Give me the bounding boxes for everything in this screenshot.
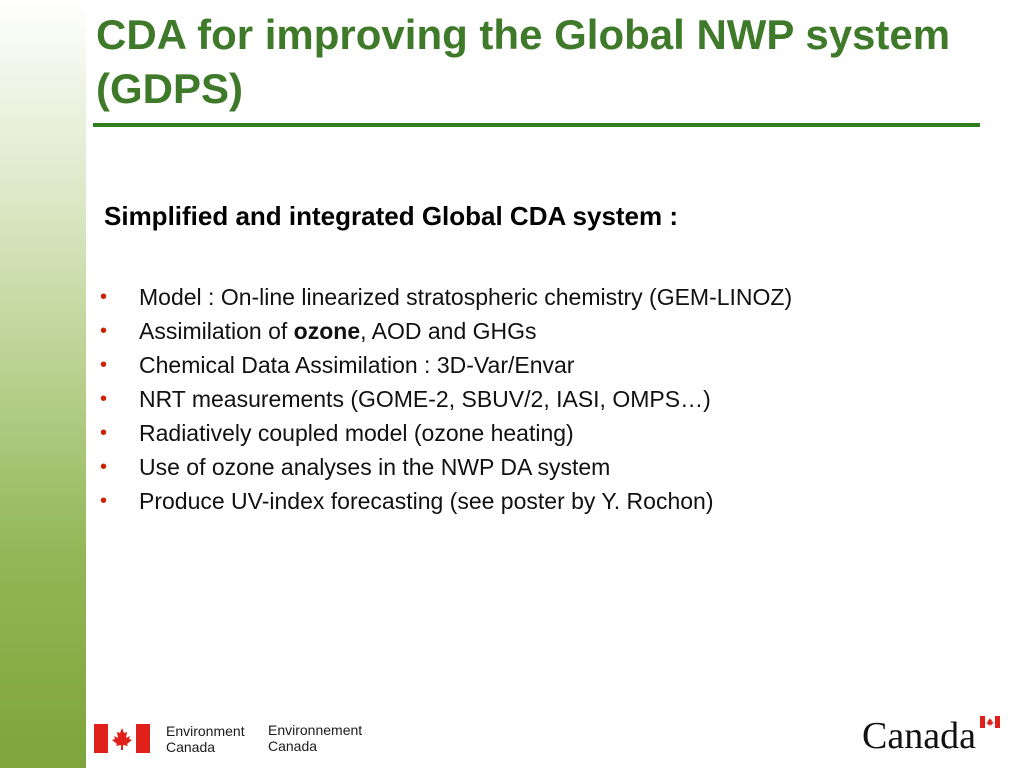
bullet-text-pre: Assimilation of bbox=[139, 318, 294, 344]
list-item bbox=[100, 450, 792, 484]
list-item bbox=[100, 280, 792, 314]
list-item bbox=[100, 416, 792, 450]
bullet-marker: • bbox=[100, 388, 108, 410]
bullet-text: Chemical Data Assimilation : 3D-Var/Envar bbox=[139, 352, 575, 378]
left-gradient-band bbox=[0, 0, 86, 768]
canada-wordmark-flag-icon bbox=[980, 716, 1000, 728]
list-item bbox=[100, 484, 792, 518]
canada-wordmark bbox=[862, 710, 1002, 756]
bullet-text: Radiatively coupled model (ozone heating) bbox=[139, 420, 574, 446]
bullet-text-post: , AOD and GHGs bbox=[360, 318, 537, 344]
bullet-text: NRT measurements (GOME-2, SBUV/2, IASI, OMPS…) bbox=[139, 386, 711, 412]
bullet-marker: • bbox=[100, 422, 108, 444]
canada-flag-icon bbox=[94, 724, 150, 753]
bullet-text: Use of ozone analyses in the NWP DA system bbox=[139, 454, 611, 480]
bullet-text: Produce UV-index forecasting (see poster by Y. Rochon) bbox=[139, 488, 714, 514]
slide-title: CDA for improving the Global NWP system (GDPS) bbox=[96, 11, 951, 112]
footer-org-english: Environment Canada bbox=[166, 723, 245, 755]
title-underline bbox=[93, 123, 980, 127]
bullet-marker: • bbox=[100, 354, 108, 376]
list-item bbox=[100, 314, 792, 348]
bullet-marker: • bbox=[100, 286, 108, 308]
footer-org-french: Environnement Canada bbox=[268, 722, 363, 754]
bullet-marker: • bbox=[100, 490, 108, 512]
wordmark-text: Canada bbox=[862, 715, 976, 757]
slide-subtitle: Simplified and integrated Global CDA system : bbox=[104, 201, 679, 231]
bullet-marker: • bbox=[100, 456, 108, 478]
bullet-list bbox=[100, 280, 792, 518]
list-item bbox=[100, 382, 792, 416]
bullet-text-bold: ozone bbox=[293, 318, 361, 344]
bullet-text: Model : On-line linearized stratospheric chemistry (GEM-LINOZ) bbox=[139, 284, 793, 310]
bullet-marker: • bbox=[100, 320, 108, 342]
list-item bbox=[100, 348, 792, 382]
